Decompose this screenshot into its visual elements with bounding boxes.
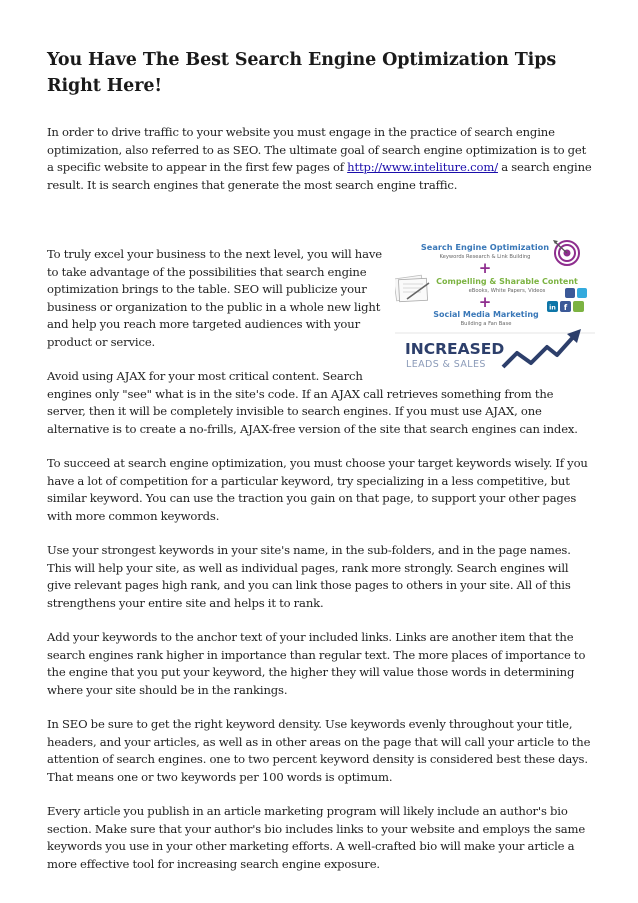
paragraph: Every article you publish in an article marketing program will likely include an author's bio section. Make sure that your author's bio includes links to your website and employs the same keywords you use in your other marketing efforts. A well-crafted bio will make your article a more effective tool for increasing search engine exposure. bbox=[47, 804, 586, 871]
social-icons bbox=[547, 288, 587, 312]
intro-text-after-link: a search engine result. It is search engines that generate the most search engine traffic. bbox=[47, 160, 592, 192]
article bbox=[47, 47, 595, 890]
svg-text:in: in bbox=[549, 303, 556, 312]
documents-icon bbox=[395, 275, 429, 302]
leads-sales-text: LEADS & SALES bbox=[406, 359, 486, 370]
content-subtitle: eBooks, White Papers, Videos bbox=[468, 288, 546, 294]
paragraph: To truly excel your business to the next level, you will have to take advantage of the possibilities that search engine optimization brings to the table. SEO will publicize your business or organization to the public in a whole new light and help you reach more targeted audiences with your product or service. bbox=[47, 247, 382, 349]
content-title: Compelling & Sharable Content bbox=[436, 277, 578, 286]
paragraph: Add your keywords to the anchor text of your included links. Links are another item that the search engines rank higher in importance than regular text. The more places of importance to the engine that you put your keyword, the higher they will value those words in determining where your site should be in the rankings. bbox=[47, 630, 586, 697]
paragraph: Use your strongest keywords in your site's name, in the sub-folders, and in the page names. This will help your site, as well as individual pages, rank more strongly. Search engines will give relevant pages high rank, and you can link those pages to others in your site. All of this strengthens your entire site and helps it to rank. bbox=[47, 543, 571, 610]
inteliture-link[interactable]: http://www.inteliture.com/ bbox=[347, 160, 498, 174]
seo-subtitle: Keywords Research & Link Building bbox=[439, 254, 531, 260]
paragraph: Avoid using AJAX for your most critical content. Search engines only "see" what is in the site's code. If an AJAX call retrieves something from the server, then it will be completely invisible to search engines. If you must use AJAX, one alternative is to create a no-frills, AJAX-free version of the site that search engines can index. bbox=[47, 369, 578, 436]
intro-text-before-link: In order to drive traffic to your website you must engage in the practice of search engine optimization, also referred to as SEO. The ultimate goal of search engine optimization is to get a specific website to appear in the first few pages of bbox=[47, 125, 587, 174]
intro-paragraph bbox=[47, 124, 595, 194]
seo-title: Search Engine Optimization bbox=[420, 242, 550, 252]
plus-icon-1: + bbox=[478, 259, 492, 277]
target-icon bbox=[553, 240, 579, 265]
paragraph: In SEO be sure to get the right keyword density. Use keywords evenly throughout your title, headers, and your articles, as well as in other areas on the page that will call your article to the attention of search engines. one to two percent keyword density is considered best these days. That means one or two keywords per 100 words is optimum. bbox=[47, 717, 591, 784]
plus-icon-2: + bbox=[478, 293, 492, 311]
growth-arrow-icon bbox=[503, 329, 581, 367]
page-title: You Have The Best Search Engine Optimization Tips Right Here! bbox=[47, 50, 557, 96]
seo-infographic bbox=[395, 239, 595, 379]
seo-infographic-svg bbox=[395, 239, 595, 379]
social-subtitle: Building a Fan Base bbox=[460, 321, 512, 327]
increased-text: INCREASED bbox=[405, 340, 505, 358]
paragraph: To succeed at search engine optimization, you must choose your target keywords wisely. If you have a lot of competition for a particular keyword, try specializing in a less competitive, but similar keyword. You can use the traction you gain on that page, to support your other pages with more common keywords. bbox=[47, 456, 588, 523]
svg-text:f: f bbox=[563, 303, 568, 312]
social-title: Social Media Marketing bbox=[433, 310, 539, 319]
